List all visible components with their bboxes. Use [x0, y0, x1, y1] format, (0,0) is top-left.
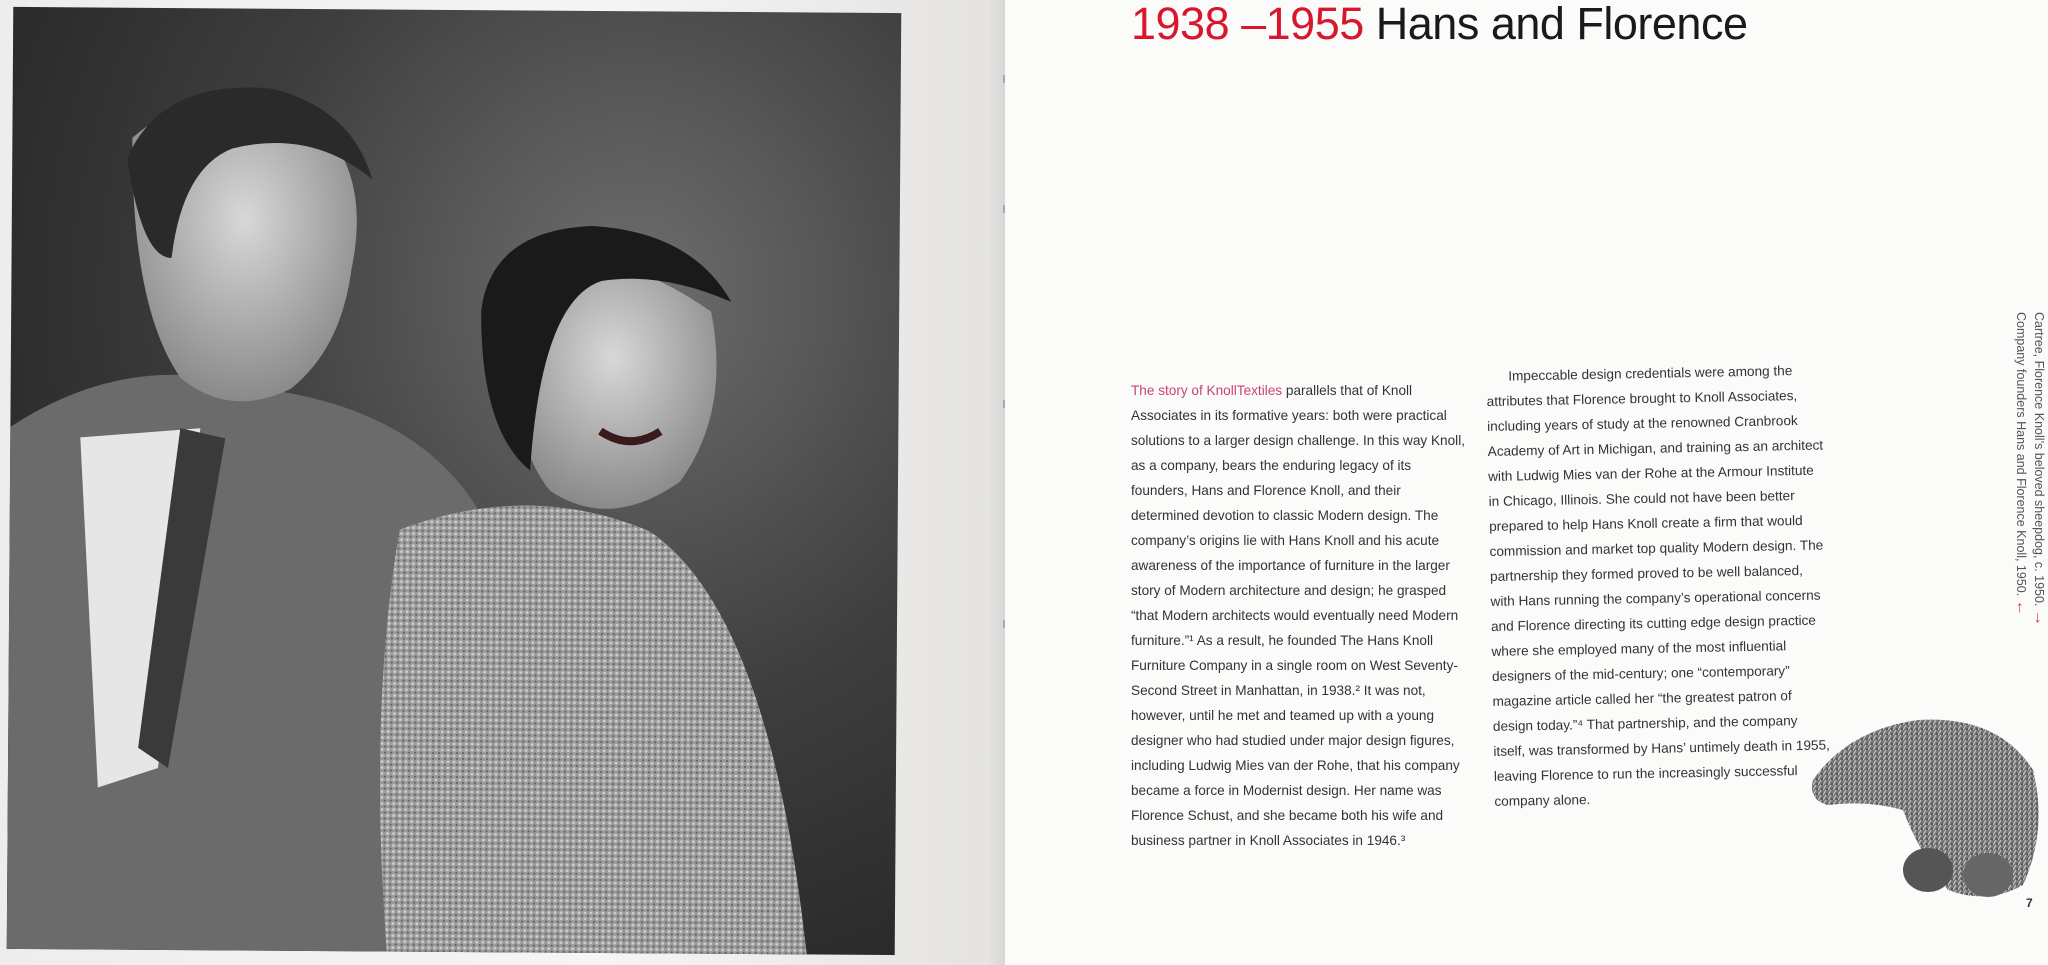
title-years: 1938 –1955: [1131, 0, 1364, 49]
body-column-1: [1131, 378, 1471, 853]
column2-text: Impeccable design credentials were among the attributes that Florence brought to Knoll Associates, including years of study at the renowned Cranbrook Academy of Art in Michigan, and training as an architect with Ludwig Mies van der Rohe at the Armour Institute in Chicago, Illinois. She could not have been better prepared to help Hans Knoll create a firm that would commission and market top quality Modern design. The partnership they formed proved to be well balanced, with Hans running the company’s operational concerns and Florence directing its cutting edge design practice where she employed many of the most influential designers of the mid-century; one “contemporary” magazine article called her “the greatest patron of design today.”⁴ That partnership, and the company itself, was transformed by Hans’ untimely death in 1955, leaving Florence to run the increasingly successful company alone.: [1486, 363, 1831, 809]
arrow-up-icon: ←: [2013, 599, 2030, 616]
photo-hans-and-florence-knoll: [7, 7, 902, 955]
body-column-2: [1486, 357, 1835, 813]
title-text: Hans and Florence: [1375, 0, 1748, 49]
page-number: 7: [2026, 896, 2033, 910]
photo-sheepdog: [1808, 700, 2048, 905]
caption-founders: Company founders Hans and Florence Knoll, 1950. ←: [2013, 312, 2030, 616]
arrow-down-icon: →: [2031, 609, 2048, 626]
column1-text: parallels that of Knoll Associates in its formative years: both were practical solutions to a larger design challenge. In this way Knoll, as a company, bears the enduring legacy of its founders, Hans and Florence Knoll, and their determined devotion to classic Modern design. The company’s origins lie with Hans Knoll and his acute awareness of the importance of furniture in the larger story of Modern architecture and design; he grasped “that Modern architects would eventually need Modern furniture.”¹ As a result, he founded The Hans Knoll Furniture Company in a single room on West Seventy-Second Street in Manhattan, in 1938.² It was not, however, until he met and teamed up with a young designer who had studied under major design figures, including Ludwig Mies van der Rohe, that his company became a force in Modernist design. Her name was Florence Schust, and she became both his wife and business partner in Knoll Associates in 1946.³: [1131, 383, 1465, 848]
captions: [2012, 312, 2048, 626]
binding-marks: [1003, 0, 1007, 965]
caption-sheepdog: Cartree, Florence Knoll’s beloved sheepdog, c. 1950. →: [2031, 312, 2048, 626]
page-title: [1131, 0, 1747, 50]
lead-in: The story of KnollTextiles: [1131, 383, 1283, 398]
